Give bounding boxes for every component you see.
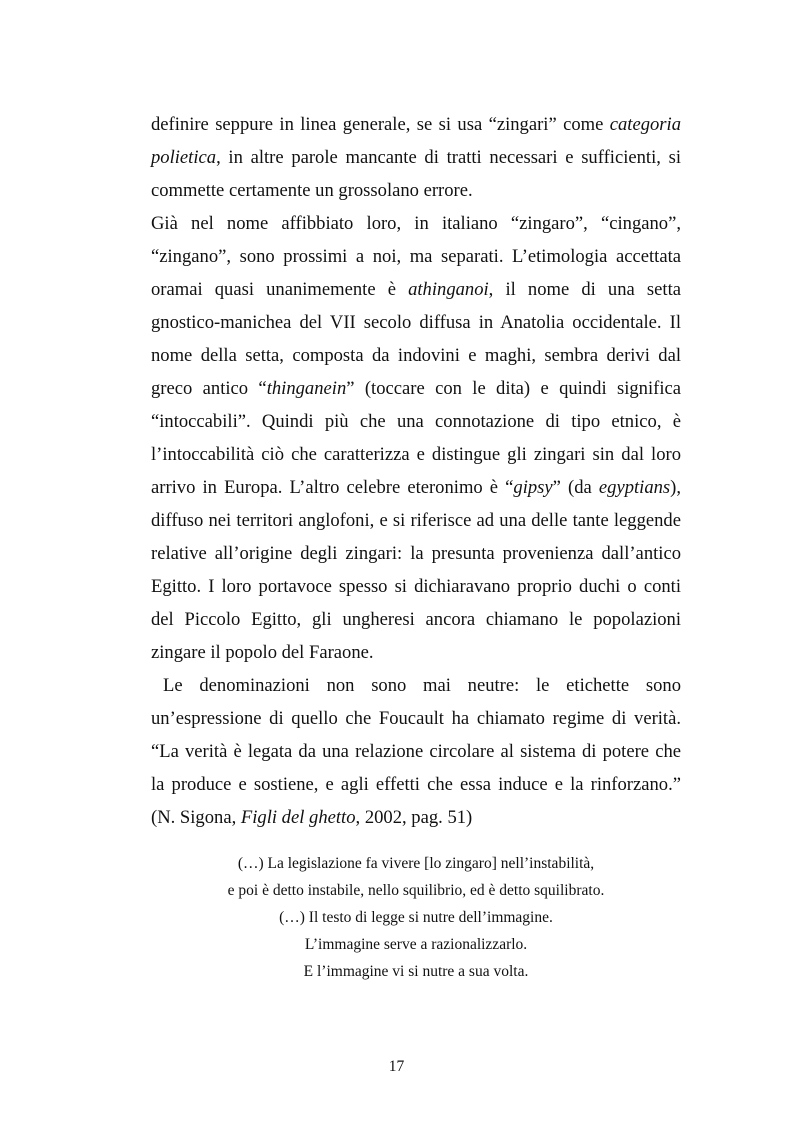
italic-term: polietica [151,147,217,168]
text-run: definire seppure in linea generale, se si usa “zingari” come [151,114,610,135]
block-quote-line: (…) Il testo di legge si nutre dell’immagine. [279,909,553,926]
paragraph-line [151,114,681,136]
paragraph-line: Già nel nome affibbiato loro, in italiano “zingaro”, “cingano”, [151,213,681,234]
paragraph-line: l’intoccabilità ciò che caratterizza e distingue gli zingari sin dal loro [151,444,681,465]
paragraph-line: commette certamente un grossolano errore. [151,180,473,201]
citation-line [151,807,472,829]
italic-term: athinganoi [408,279,489,300]
paragraph-line [151,378,681,400]
block-quote-line: E l’immagine vi si nutre a sua volta. [303,963,529,980]
text-run: ” (da [552,477,599,498]
paragraph-line: nome della setta, composta da indovini e maghi, sembra derivi dal [151,345,681,366]
paragraph-line: diffuso nei territori anglofoni, e si riferisce ad una delle tante leggende [151,510,681,531]
text-run: , il nome di una setta [488,279,681,300]
paragraph-line: “intoccabili”. Quindi più che una connotazione di tipo etnico, è [151,411,681,432]
block-quote-line: (…) La legislazione fa vivere [lo zingaro] nell’instabilità, [237,855,595,872]
italic-term: egyptians [598,477,671,498]
paragraph-line [151,477,681,499]
italic-term: gipsy [513,477,553,498]
paragraph-line: del Piccolo Egitto, gli ungheresi ancora chiamano le popolazioni [151,609,681,630]
paragraph-line: Le denominazioni non sono mai neutre: le etichette sono [163,675,681,696]
paragraph-line: un’espressione di quello che Foucault ha chiamato regime di verità. [151,708,681,729]
paragraph-line: zingare il popolo del Faraone. [151,642,374,663]
italic-term: categoria [609,114,681,135]
paragraph-line: “La verità è legata da una relazione circolare al sistema di potere che [151,741,681,762]
text-run: arrivo in Europa. L’altro celebre eteronimo è “ [151,477,514,498]
text-run: greco antico “ [151,378,267,399]
page-number: 17 [388,1058,405,1075]
text-run: , in altre parole mancante di tratti necessari e sufficienti, si [216,147,681,168]
block-quote-line: e poi è detto instabile, nello squilibrio, ed è detto squilibrato. [227,882,605,899]
paragraph-line [151,279,681,301]
paragraph-line: la produce e sostiene, e agli effetti che essa induce e la rinforzano.” [151,774,681,795]
text-run: , 2002, pag. 51) [355,807,473,828]
text-run: oramai quasi unanimemente è [151,279,409,300]
block-quote-line: L’immagine serve a razionalizzarlo. [304,936,528,953]
paragraph-line: gnostico-manichea del VII secolo diffusa in Anatolia occidentale. Il [151,312,681,333]
paragraph-line: “zingano”, sono prossimi a noi, ma separati. L’etimologia accettata [151,246,681,267]
paragraph-line [151,147,681,169]
italic-term: thinganein [266,378,347,399]
italic-title: Figli del ghetto [240,807,356,828]
text-run: ), [670,477,681,498]
text-run: ” (toccare con le dita) e quindi significa [346,378,681,399]
text-run: (N. Sigona, [151,807,241,828]
paragraph-line: Egitto. I loro portavoce spesso si dichiaravano proprio duchi o conti [151,576,681,597]
paragraph-line: relative all’origine degli zingari: la presunta provenienza dall’antico [151,543,681,564]
